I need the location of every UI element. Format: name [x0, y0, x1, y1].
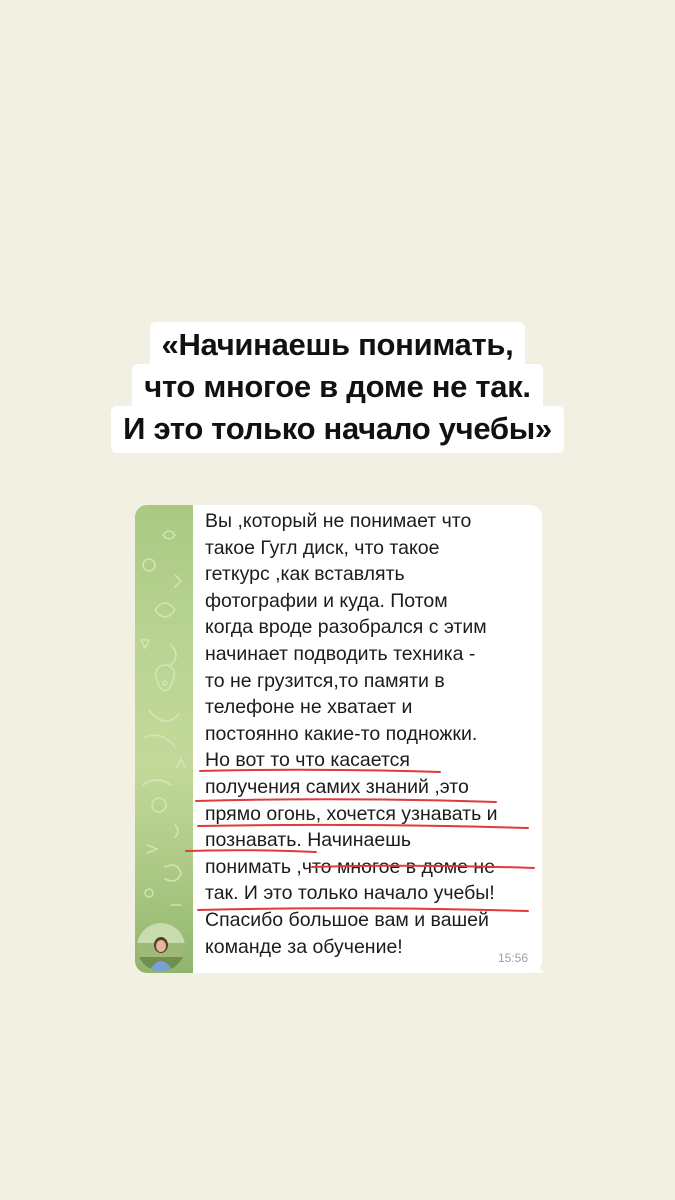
message-line: Вы ,который не понимает что: [205, 510, 472, 532]
message-line: такое Гугл диск, что такое: [205, 536, 440, 559]
message-text: [205, 508, 540, 960]
avatar-photo-icon: [137, 923, 185, 971]
message-bubble: [193, 505, 542, 973]
message-line: команде за обучение!: [205, 935, 403, 958]
message-line: то не грузится,то памяти в: [205, 669, 445, 692]
message-line: когда вроде разобрался с этим: [205, 616, 487, 639]
message-line: Спасибо большое вам и вашей: [205, 908, 489, 931]
message-line: геткурс ,как вставлять: [205, 563, 405, 586]
quote-line-2: что многое в доме не так.: [132, 364, 543, 411]
bubble-tail-icon: [533, 958, 545, 974]
wallpaper-doodles-icon: [135, 505, 193, 973]
message-timestamp: 15:56: [497, 951, 528, 965]
message-line: Но вот то что касается: [205, 749, 410, 772]
message-line: прямо огонь, хочется узнавать и: [205, 802, 498, 825]
message-line: понимать ,что многое в доме не: [205, 855, 496, 878]
chat-wallpaper: [135, 505, 193, 973]
avatar: [137, 923, 185, 971]
chat-screenshot: [135, 505, 542, 973]
message-line: получения самих знаний ,это: [205, 775, 469, 798]
message-line: постоянно какие-то подножки.: [205, 722, 478, 745]
message-line: начинает подводить техника -: [205, 642, 476, 665]
quote-banner: [0, 322, 675, 453]
message-line: познавать. Начинаешь: [205, 829, 412, 852]
message-line: телефоне не хватает и: [205, 696, 413, 719]
message-line: фотографии и куда. Потом: [205, 589, 448, 612]
quote-line-3: И это только начало учебы»: [111, 406, 564, 453]
message-line: так. И это только начало учебы!: [205, 882, 495, 905]
quote-line-1: «Начинаешь понимать,: [150, 322, 526, 369]
